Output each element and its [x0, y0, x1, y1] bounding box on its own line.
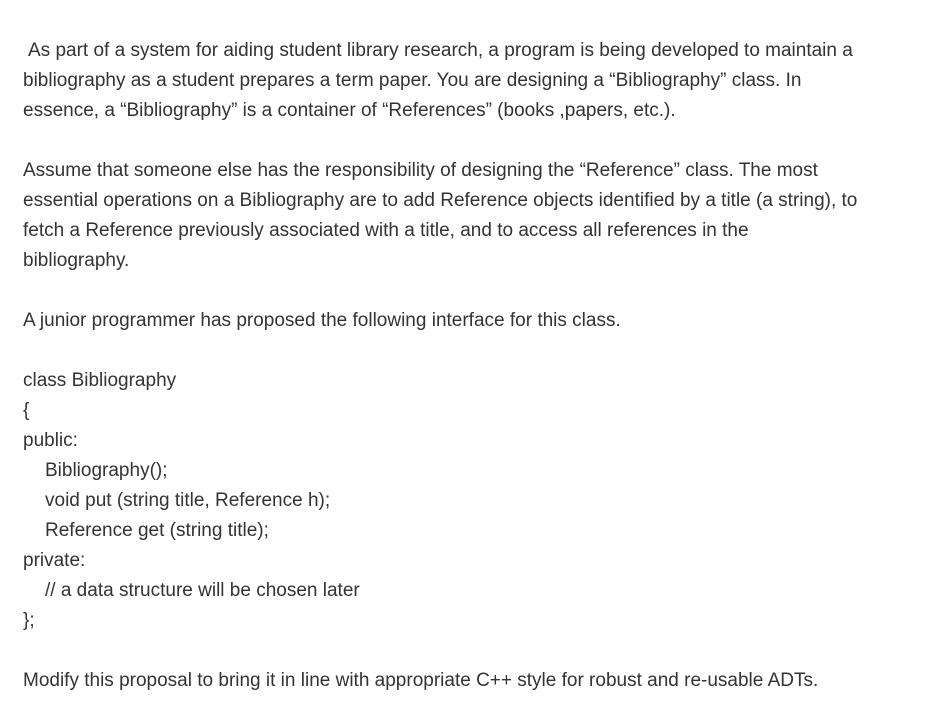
- intro-p1-line-3: essence, a “Bibliography” is a container of “References” (books ,papers, etc.).: [23, 100, 676, 121]
- intro-paragraph-3: A junior programmer has proposed the following interface for this class.: [23, 310, 621, 331]
- code-line-private: private:: [23, 550, 86, 571]
- intro-p2-line-2: essential operations on a Bibliography are to add Reference objects identified by a title (a string), to: [23, 190, 858, 211]
- intro-p2-line-3: fetch a Reference previously associated with a title, and to access all references in the: [23, 220, 749, 241]
- intro-p1-line-2: bibliography as a student prepares a term paper. You are designing a “Bibliography” class. In: [23, 70, 802, 91]
- code-line-class-declaration: class Bibliography: [23, 370, 177, 391]
- code-line-close-brace: };: [23, 610, 35, 631]
- intro-p2-line-1: Assume that someone else has the responsibility of designing the “Reference” class. The most: [23, 160, 818, 181]
- intro-paragraph-2: [23, 156, 913, 276]
- closing-paragraph: Modify this proposal to bring it in line with appropriate C++ style for robust and re-usable ADTs.: [23, 670, 819, 691]
- code-line-public: public:: [23, 430, 78, 451]
- intro-p1-line-1: As part of a system for aiding student library research, a program is being developed to maintain a: [28, 40, 853, 61]
- code-line-comment: // a data structure will be chosen later: [45, 580, 360, 601]
- code-line-get: Reference get (string title);: [45, 520, 269, 541]
- code-line-put: void put (string title, Reference h);: [45, 490, 331, 511]
- code-line-constructor: Bibliography();: [45, 460, 168, 481]
- code-line-open-brace: {: [23, 400, 30, 421]
- document-body: [23, 36, 913, 696]
- intro-paragraph-1: [23, 36, 913, 126]
- intro-p2-line-4: bibliography.: [23, 250, 130, 271]
- code-block: [23, 366, 913, 636]
